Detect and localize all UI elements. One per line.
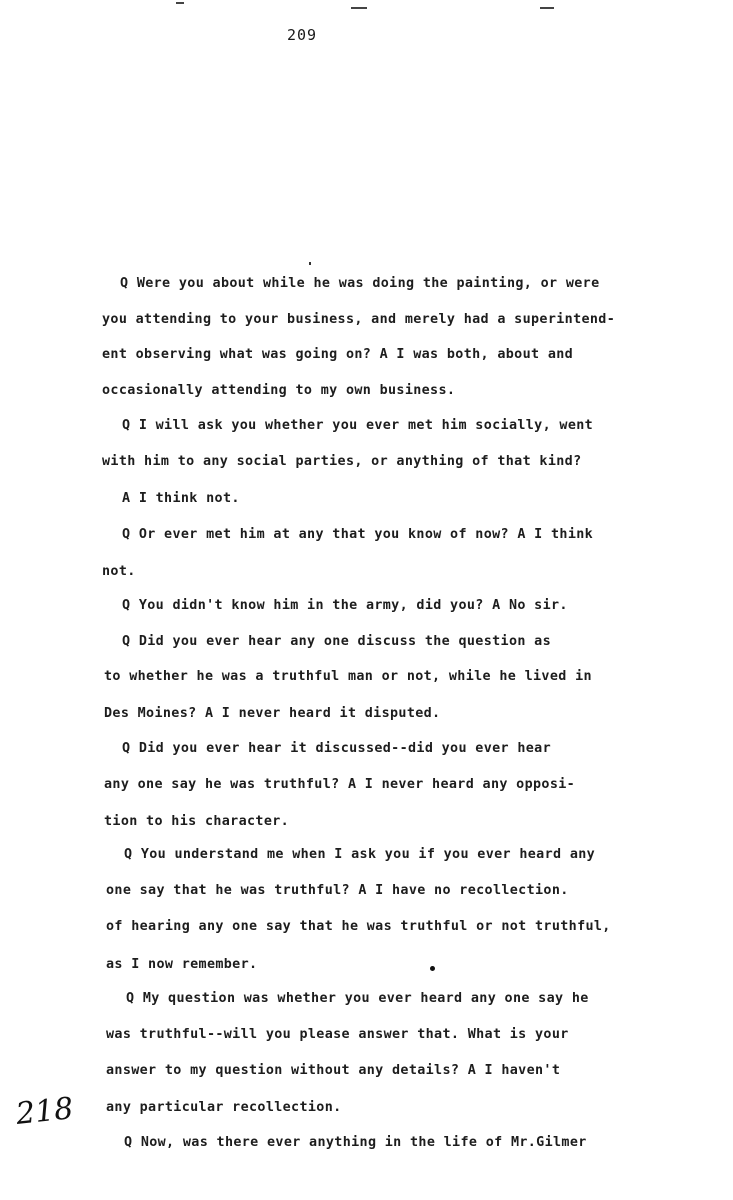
transcript-line: any particular recollection.: [106, 1100, 342, 1115]
transcript-line: occasionally attending to my own business.: [102, 383, 456, 398]
transcript-line: as I now remember.: [106, 957, 258, 972]
scan-mark: [351, 7, 367, 9]
transcript-line: Q You understand me when I ask you if you ever heard any: [124, 847, 596, 862]
handwritten-page-annotation: 218: [14, 1091, 75, 1132]
transcript-line: to whether he was a truthful man or not, while he lived in: [104, 669, 592, 684]
scan-mark: [540, 7, 554, 9]
transcript-line: not.: [102, 564, 136, 579]
transcript-line: you attending to your business, and merely had a superintend-: [102, 312, 616, 327]
transcript-line: ent observing what was going on? A I was both, about and: [102, 347, 574, 362]
transcript-line: one say that he was truthful? A I have no recollection.: [106, 883, 569, 898]
transcript-line: tion to his character.: [104, 814, 290, 829]
transcript-line: answer to my question without any details? A I haven't: [106, 1063, 561, 1078]
page-number: 209: [287, 26, 318, 44]
transcript-line: any one say he was truthful? A I never heard any opposi-: [104, 777, 576, 792]
transcript-line: A I think not.: [122, 491, 240, 506]
transcript-line: was truthful--will you please answer that. What is your: [106, 1027, 569, 1042]
transcript-line: Q Did you ever hear it discussed--did you ever hear: [122, 741, 552, 756]
transcript-line: Q I will ask you whether you ever met him socially, went: [122, 418, 594, 433]
scan-mark: [176, 2, 184, 4]
transcript-line: of hearing any one say that he was truthful or not truthful,: [106, 919, 611, 934]
transcript-line: Q Did you ever hear any one discuss the question as: [122, 634, 552, 649]
transcript-line: with him to any social parties, or anything of that kind?: [102, 454, 582, 469]
ink-speck: [309, 262, 311, 265]
transcript-line: Q Were you about while he was doing the painting, or were: [120, 276, 600, 291]
transcript-line: Q Now, was there ever anything in the life of Mr.Gilmer: [124, 1135, 587, 1150]
transcript-line: Q Or ever met him at any that you know of now? A I think: [122, 527, 594, 542]
transcript-line: Q My question was whether you ever heard any one say he: [126, 991, 589, 1006]
ink-speck: [430, 966, 435, 971]
transcript-line: Q You didn't know him in the army, did you? A No sir.: [122, 598, 568, 613]
transcript-line: Des Moines? A I never heard it disputed.: [104, 706, 441, 721]
